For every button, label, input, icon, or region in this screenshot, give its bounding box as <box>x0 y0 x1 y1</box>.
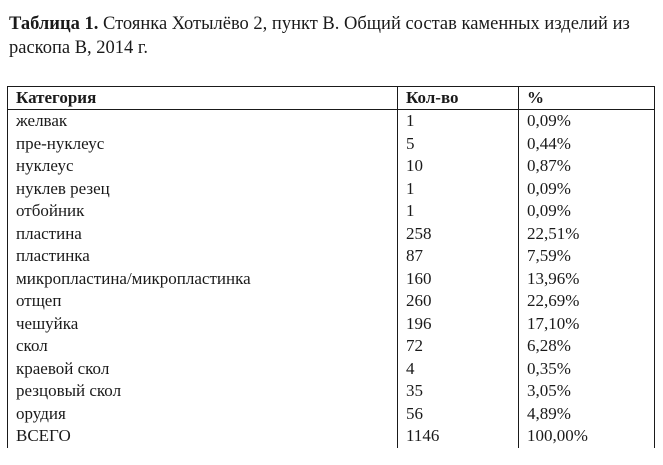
table-row <box>8 425 655 448</box>
table-row <box>8 358 655 381</box>
table-row <box>8 223 655 246</box>
category-cell: ВСЕГО <box>8 425 398 448</box>
category-cell: скол <box>8 335 398 358</box>
category-cell: отбойник <box>8 200 398 223</box>
category-cell: резцовый скол <box>8 380 398 403</box>
count-cell: 72 <box>398 335 519 358</box>
count-cell: 35 <box>398 380 519 403</box>
stone-artifacts-table <box>7 86 655 448</box>
count-cell: 5 <box>398 133 519 156</box>
table-row <box>8 268 655 291</box>
count-cell: 160 <box>398 268 519 291</box>
table-row <box>8 155 655 178</box>
percent-cell: 4,89% <box>519 403 655 426</box>
table-caption <box>9 12 649 60</box>
count-cell: 196 <box>398 313 519 336</box>
table-body <box>8 110 655 448</box>
table-row <box>8 290 655 313</box>
percent-cell: 0,87% <box>519 155 655 178</box>
column-header-count: Кол-во <box>398 87 519 110</box>
percent-cell: 0,44% <box>519 133 655 156</box>
table-row <box>8 313 655 336</box>
count-cell: 1 <box>398 200 519 223</box>
table-row <box>8 380 655 403</box>
count-cell: 10 <box>398 155 519 178</box>
count-cell: 1 <box>398 110 519 133</box>
table-header <box>8 87 655 110</box>
count-cell: 258 <box>398 223 519 246</box>
percent-cell: 6,28% <box>519 335 655 358</box>
percent-cell: 100,00% <box>519 425 655 448</box>
table-caption-label: Таблица 1. <box>9 14 99 34</box>
percent-cell: 0,09% <box>519 178 655 201</box>
count-cell: 4 <box>398 358 519 381</box>
percent-cell: 22,69% <box>519 290 655 313</box>
header-row <box>8 87 655 110</box>
count-cell: 260 <box>398 290 519 313</box>
category-cell: микропластина/микропластинка <box>8 268 398 291</box>
category-cell: пластинка <box>8 245 398 268</box>
percent-cell: 13,96% <box>519 268 655 291</box>
percent-cell: 22,51% <box>519 223 655 246</box>
category-cell: нуклев резец <box>8 178 398 201</box>
table-row <box>8 110 655 133</box>
column-header-percent: % <box>519 87 655 110</box>
table-row <box>8 245 655 268</box>
percent-cell: 0,35% <box>519 358 655 381</box>
category-cell: нуклеус <box>8 155 398 178</box>
table-row <box>8 133 655 156</box>
category-cell: орудия <box>8 403 398 426</box>
count-cell: 1 <box>398 178 519 201</box>
percent-cell: 17,10% <box>519 313 655 336</box>
table-caption-text: Стоянка Хотылёво 2, пункт В. Общий состав каменных изделий из раскопа В, 2014 г. <box>9 14 630 58</box>
count-cell: 56 <box>398 403 519 426</box>
table-row <box>8 335 655 358</box>
percent-cell: 7,59% <box>519 245 655 268</box>
table-row <box>8 178 655 201</box>
category-cell: пластина <box>8 223 398 246</box>
table-row <box>8 403 655 426</box>
category-cell: желвак <box>8 110 398 133</box>
percent-cell: 3,05% <box>519 380 655 403</box>
category-cell: чешуйка <box>8 313 398 336</box>
percent-cell: 0,09% <box>519 200 655 223</box>
category-cell: отщеп <box>8 290 398 313</box>
percent-cell: 0,09% <box>519 110 655 133</box>
category-cell: пре-нуклеус <box>8 133 398 156</box>
table-row <box>8 200 655 223</box>
count-cell: 87 <box>398 245 519 268</box>
column-header-category: Категория <box>8 87 398 110</box>
category-cell: краевой скол <box>8 358 398 381</box>
count-cell: 1146 <box>398 425 519 448</box>
